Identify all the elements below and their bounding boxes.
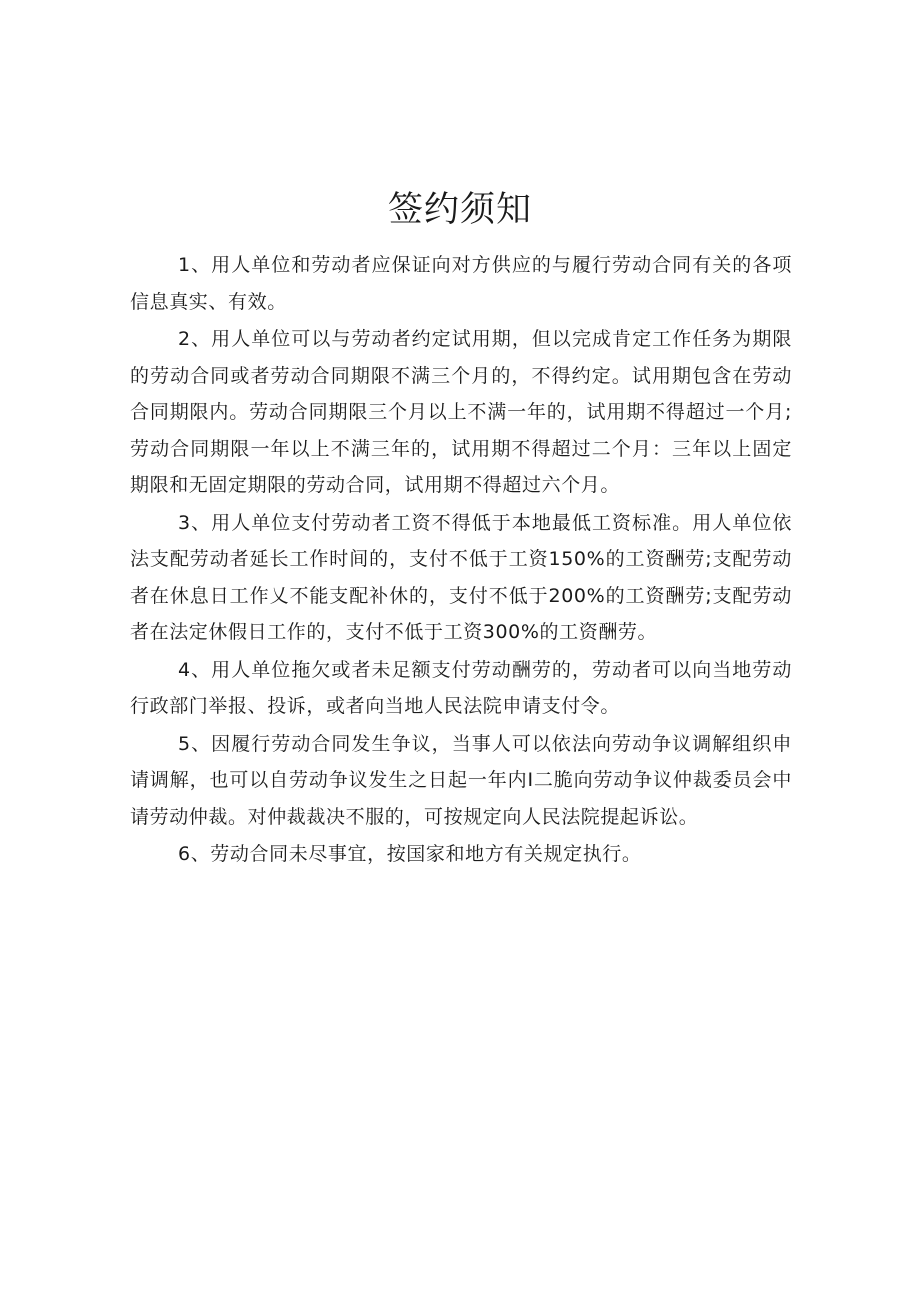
clause-list bbox=[130, 247, 792, 874]
clause-6: 6、劳动合同未尽事宜，按国家和地方有关规定执行。 bbox=[178, 843, 642, 865]
clause-4: 4、用人单位拖欠或者未足额支付劳动酬劳的，劳动者可以向当地劳动行政部门举报、投诉，或者向当地人民法院申请支付令。 bbox=[130, 658, 792, 717]
clause-1: 1、用人单位和劳动者应保证向对方供应的与履行劳动合同有关的各项信息真实、有效。 bbox=[130, 254, 792, 313]
page-title: 签约须知 bbox=[387, 190, 532, 230]
clause-3: 3、用人单位支付劳动者工资不得低于本地最低工资标准。用人单位依法支配劳动者延长工作时间的，支付不低于工资150%的工资酬劳;支配劳动者在休息日工作乂不能支配补休的，支付不低于200%的工资酬劳;支配劳动者在法定休假日工作的，支付不低于工资300%的工资酬劳。 bbox=[130, 511, 792, 643]
clause-5: 5、因履行劳动合同发生争议，当事人可以依法向劳动争议调解组织申请调解，也可以自劳动争议发生之日起一年内I二脆向劳动争议仲裁委员会中请劳动仲裁。对仲裁裁决不服的，可按规定向人民法院提起诉讼。 bbox=[130, 732, 792, 828]
clause-2: 2、用人单位可以与劳动者约定试用期，但以完成肯定工作任务为期限的劳动合同或者劳动合同期限不满三个月的，不得约定。试用期包含在劳动合同期限内。劳动合同期限三个月以上不满一年的，试用期不得超过一个月;劳动合同期限一年以上不满三年的，试用期不得超过二个月：三年以上固定期限和无固定期限的劳动合同，试用期不得超过六个月。 bbox=[130, 328, 792, 496]
